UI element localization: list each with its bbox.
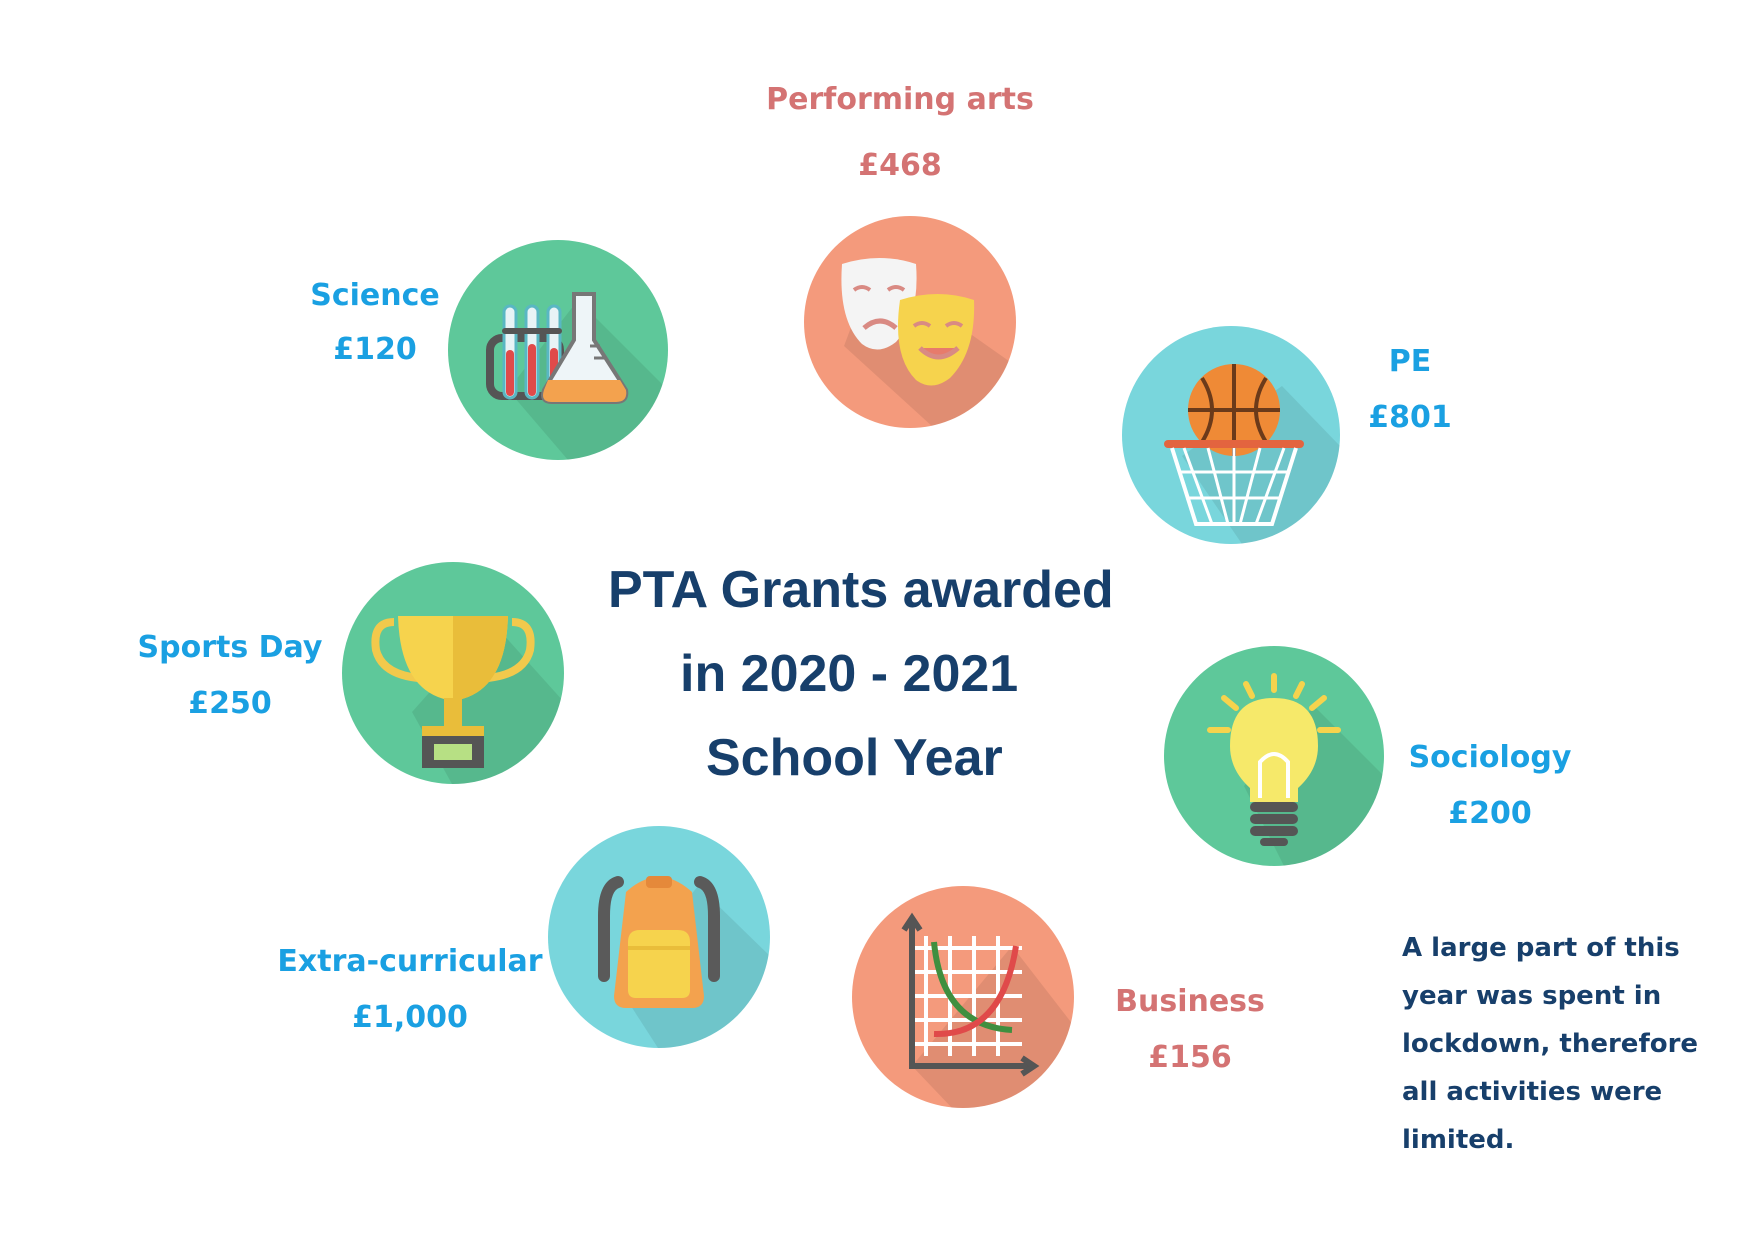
- title-line-2: in 2020 - 2021: [680, 645, 1019, 703]
- sociology-name: Sociology: [1408, 740, 1572, 775]
- graph-chart-icon: [852, 886, 1074, 1108]
- note-line-3: lockdown, therefore: [1402, 1029, 1699, 1059]
- note-line-1: A large part of this: [1402, 933, 1680, 963]
- note-line-4: all activities were: [1402, 1077, 1663, 1107]
- performing-arts-name: Performing arts: [766, 82, 1034, 117]
- sociology-amount: £200: [1448, 796, 1532, 831]
- sports-day-label: [130, 630, 330, 722]
- science-label: [280, 278, 470, 368]
- lockdown-note: [1402, 924, 1732, 1164]
- science-circle: [448, 240, 668, 460]
- sports-day-amount: £250: [188, 686, 272, 721]
- basketball-hoop-icon: [1122, 326, 1340, 544]
- backpack-icon: [548, 826, 770, 1048]
- extra-curricular-label: [270, 944, 550, 1036]
- science-amount: £120: [333, 332, 417, 367]
- business-name: Business: [1115, 984, 1265, 1019]
- test-tubes-flask-icon: [448, 240, 668, 460]
- sports-day-name: Sports Day: [137, 630, 323, 665]
- science-name: Science: [310, 278, 440, 313]
- business-circle: [852, 886, 1074, 1108]
- pe-amount: £801: [1368, 400, 1452, 435]
- performing-arts-label: [740, 82, 1060, 184]
- business-label: [1110, 984, 1270, 1076]
- page-title: [540, 560, 1220, 788]
- performing-arts-circle: [804, 216, 1016, 428]
- sociology-label: [1400, 740, 1580, 832]
- trophy-icon: [342, 562, 564, 784]
- note-line-5: limited.: [1402, 1125, 1515, 1155]
- pe-label: [1350, 344, 1470, 436]
- lightbulb-icon: [1164, 646, 1384, 866]
- title-line-3: School Year: [706, 729, 1003, 787]
- sports-day-circle: [342, 562, 564, 784]
- pe-name: PE: [1388, 344, 1432, 379]
- theatre-masks-icon: [804, 216, 1016, 428]
- pe-circle: [1122, 326, 1340, 544]
- performing-arts-amount: £468: [858, 148, 942, 183]
- note-line-2: year was spent in: [1402, 981, 1662, 1011]
- sociology-circle: [1164, 646, 1384, 866]
- business-amount: £156: [1148, 1040, 1232, 1075]
- extra-curricular-circle: [548, 826, 770, 1048]
- title-line-1: PTA Grants awarded: [608, 561, 1114, 619]
- extra-curricular-name: Extra-curricular: [277, 944, 543, 979]
- extra-curricular-amount: £1,000: [352, 1000, 468, 1035]
